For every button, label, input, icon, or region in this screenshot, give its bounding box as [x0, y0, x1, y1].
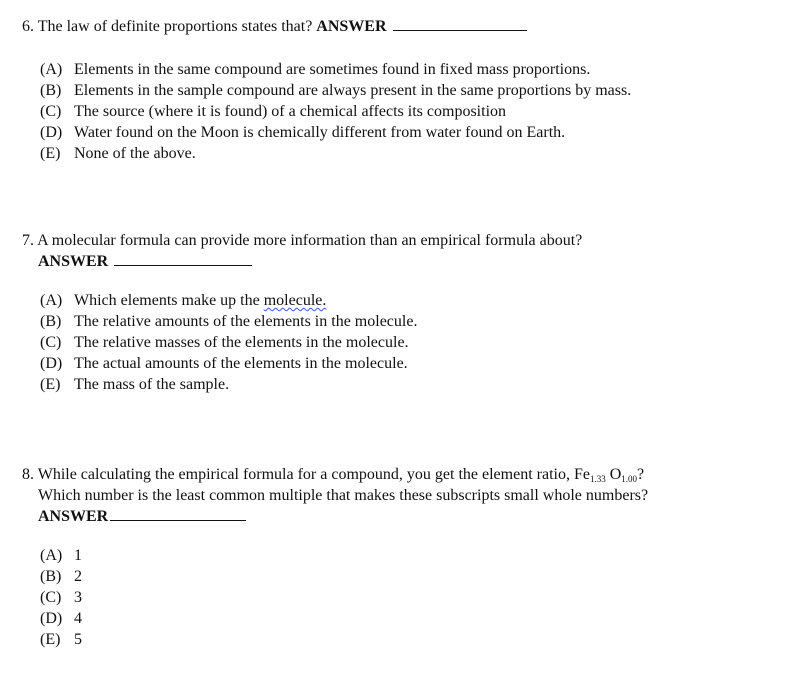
question-6-option-a[interactable] [40, 59, 782, 80]
question-7-answer-line [22, 251, 782, 272]
question-8-answer-blank[interactable] [110, 506, 246, 521]
option-text: 1 [74, 547, 82, 564]
option-text: 4 [74, 610, 82, 627]
option-letter: (B) [40, 82, 62, 99]
element-o: O [609, 466, 622, 483]
question-6-option-b[interactable] [40, 80, 782, 101]
option-text-flagged: molecule. [263, 292, 327, 309]
option-letter: (B) [40, 313, 62, 330]
question-8-option-a[interactable] [40, 545, 782, 566]
option-letter: (C) [40, 103, 62, 120]
option-letter: (E) [40, 145, 61, 162]
option-letter: (A) [40, 292, 63, 309]
option-letter: (C) [40, 589, 62, 606]
question-6-stem: 6. The law of definite proportions states that? [22, 18, 313, 35]
question-6-option-c[interactable] [40, 101, 782, 122]
option-text: The source (where it is found) of a chemical affects its composition [74, 103, 507, 120]
option-text: 5 [74, 631, 82, 648]
question-8-stem-line-2 [22, 485, 782, 506]
option-text: The actual amounts of the elements in the molecule. [74, 355, 408, 372]
question-7-option-a[interactable] [40, 290, 782, 311]
option-text: Which elements make up the [74, 292, 264, 309]
option-text: Elements in the sample compound are always present in the same proportions by mass. [74, 82, 632, 99]
question-8-stem-2: Which number is the least common multiple that makes these subscripts small whole numbers? [38, 487, 649, 504]
question-6-options [22, 59, 782, 164]
question-6-option-e[interactable] [40, 143, 782, 164]
question-7-option-b[interactable] [40, 311, 782, 332]
option-letter: (E) [40, 376, 61, 393]
question-6 [22, 16, 782, 164]
question-7-stem-line [22, 230, 782, 251]
question-8-answer-label: ANSWER [38, 508, 109, 525]
question-7 [22, 230, 782, 395]
question-6-answer-label: ANSWER [316, 18, 387, 35]
question-8-stem-line [22, 464, 782, 485]
question-7-options [22, 290, 782, 395]
question-8-option-d[interactable] [40, 608, 782, 629]
option-text: The relative amounts of the elements in the molecule. [74, 313, 418, 330]
option-letter: (E) [40, 631, 61, 648]
question-7-answer-label: ANSWER [38, 253, 109, 270]
element-fe: Fe [573, 466, 590, 483]
question-7-option-e[interactable] [40, 374, 782, 395]
question-7-stem: 7. A molecular formula can provide more information than an empirical formula about? [22, 232, 583, 249]
question-6-answer-blank[interactable] [393, 16, 527, 31]
question-6-stem-line [22, 16, 782, 37]
option-text: The mass of the sample. [74, 376, 230, 393]
option-letter: (D) [40, 610, 63, 627]
question-8-option-e[interactable] [40, 629, 782, 650]
option-letter: (C) [40, 334, 62, 351]
option-text: The relative masses of the elements in the molecule. [74, 334, 409, 351]
question-8-option-b[interactable] [40, 566, 782, 587]
question-8-answer-line [22, 506, 782, 527]
subscript-o: 1.00 [621, 474, 638, 484]
option-text: 3 [74, 589, 82, 606]
question-8-options [22, 545, 782, 650]
option-text: None of the above. [74, 145, 196, 162]
question-8-stem: 8. While calculating the empirical formula for a compound, you get the element ratio, [22, 466, 574, 483]
option-text: Water found on the Moon is chemically different from water found on Earth. [74, 124, 566, 141]
option-letter: (D) [40, 124, 63, 141]
question-8 [22, 464, 782, 650]
option-letter: (D) [40, 355, 63, 372]
option-letter: (A) [40, 547, 63, 564]
option-text: 2 [74, 568, 82, 585]
question-7-option-c[interactable] [40, 332, 782, 353]
question-8-stem-end: ? [637, 466, 645, 483]
option-letter: (B) [40, 568, 62, 585]
question-6-option-d[interactable] [40, 122, 782, 143]
option-letter: (A) [40, 61, 63, 78]
question-7-answer-blank[interactable] [114, 251, 252, 266]
option-text: Elements in the same compound are sometimes found in fixed mass proportions. [74, 61, 591, 78]
subscript-fe: 1.33 [589, 474, 606, 484]
question-7-option-d[interactable] [40, 353, 782, 374]
question-8-option-c[interactable] [40, 587, 782, 608]
